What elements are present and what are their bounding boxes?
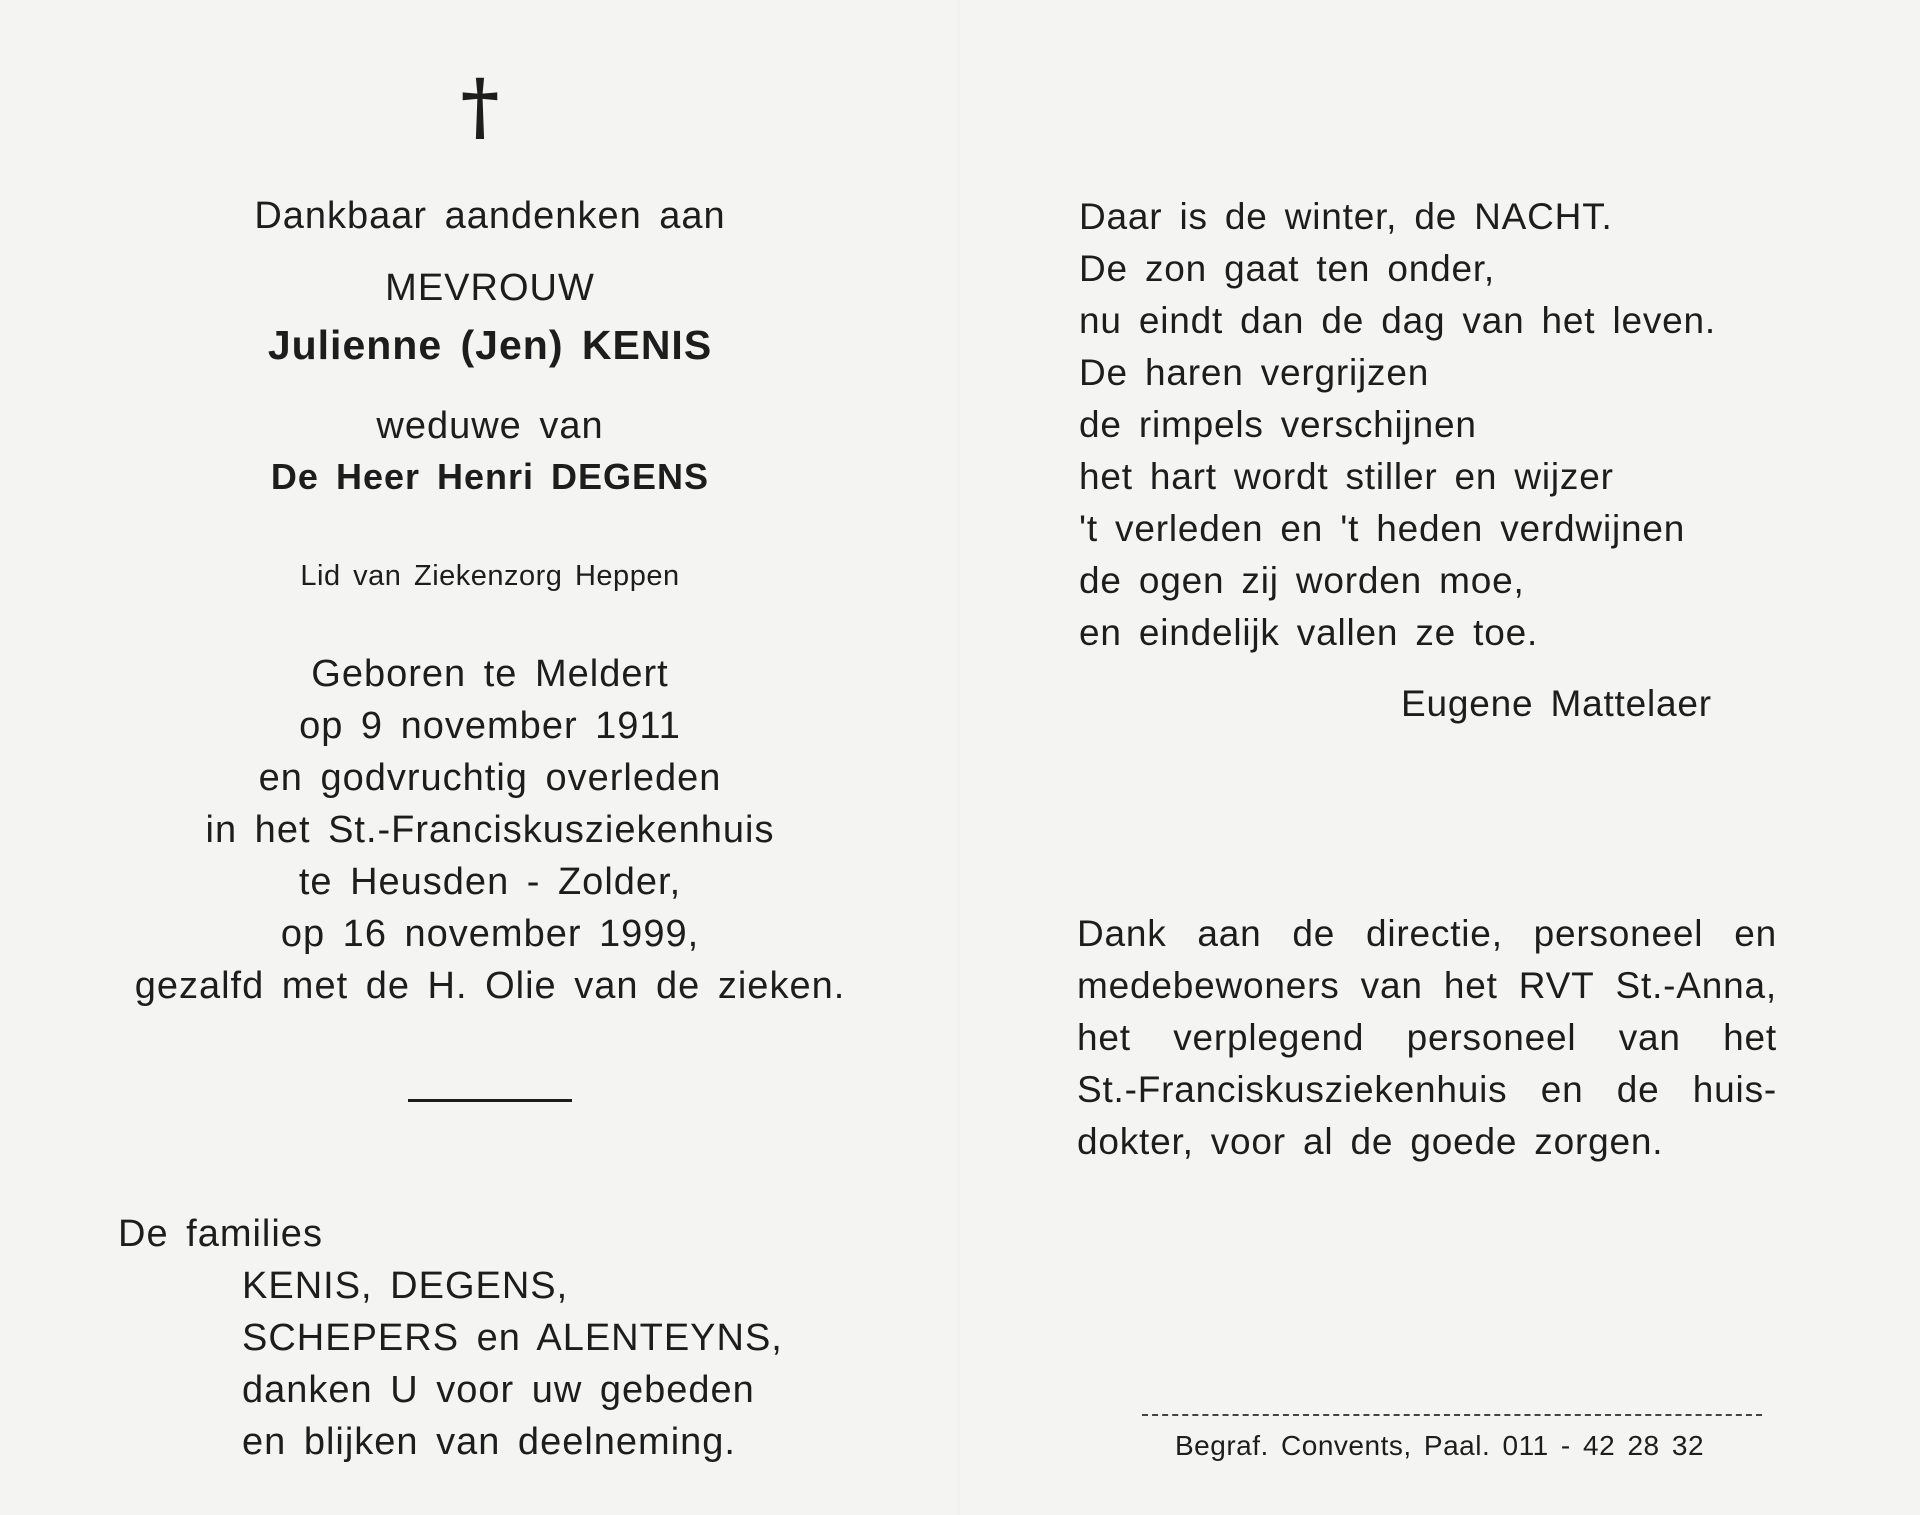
thanks-word: van	[1618, 1017, 1681, 1058]
bio-line: op 9 november 1911	[299, 705, 681, 747]
bio-line: Geboren te Meldert	[311, 653, 669, 695]
thanks-word: en	[1540, 1069, 1584, 1110]
poem-line: nu eindt dan de dag van het leven.	[1079, 300, 1716, 341]
thanks-word: van	[1360, 965, 1423, 1006]
bio-line: op 16 november 1999,	[280, 913, 700, 955]
bio-line: in het St.-Franciskusziekenhuis	[205, 809, 775, 851]
bio-line: gezalfd met de H. Olie van de zieken.	[134, 965, 846, 1007]
thanks-word: verplegend	[1173, 1017, 1365, 1058]
poem-line: Daar is de winter, de NACHT.	[1079, 196, 1613, 237]
thanks-line	[1077, 1069, 1777, 1111]
title-text: MEVROUW	[385, 267, 595, 309]
intro-text: Dankbaar aandenken aan	[254, 195, 726, 237]
widow-of-text: weduwe van	[376, 405, 604, 447]
families-intro: De families	[118, 1213, 323, 1255]
thanks-word: directie,	[1366, 913, 1503, 954]
divider	[408, 1099, 572, 1102]
cross-icon: †	[460, 64, 500, 150]
families-line: danken U voor uw gebeden	[242, 1369, 755, 1411]
thanks-word: RVT	[1518, 965, 1595, 1006]
thanks-word: het	[1077, 1017, 1131, 1058]
poem-line: de rimpels verschijnen	[1079, 404, 1477, 445]
poem-author: Eugene Mattelaer	[1401, 683, 1712, 724]
thanks-line	[1077, 913, 1777, 955]
thanks-word: huis-	[1692, 1069, 1777, 1110]
thanks-word: de	[1292, 913, 1336, 954]
bio-line: en godvruchtig overleden	[258, 757, 722, 799]
families-line: en blijken van deelneming.	[242, 1421, 736, 1463]
thanks-word: het	[1443, 965, 1498, 1006]
thanks-word: personeel	[1533, 913, 1704, 954]
thanks-word: medebewoners	[1077, 965, 1340, 1006]
thanks-word: de	[1616, 1069, 1660, 1110]
thanks-word: St.-Anna,	[1615, 965, 1777, 1006]
membership-text: Lid van Ziekenzorg Heppen	[300, 560, 680, 592]
poem-line: de ogen zij worden moe,	[1079, 560, 1525, 601]
deceased-name: Julienne (Jen) KENIS	[267, 322, 713, 368]
footer-rule	[1142, 1414, 1762, 1416]
husband-name: De Heer Henri DEGENS	[270, 456, 710, 497]
funeral-home-footer: Begraf. Convents, Paal. 011 - 42 28 32	[1175, 1430, 1705, 1461]
poem-line: De haren vergrijzen	[1079, 352, 1430, 393]
poem-line: De zon gaat ten onder,	[1079, 248, 1495, 289]
thanks-line	[1077, 1017, 1777, 1059]
poem-line: 't verleden en 't heden verdwijnen	[1079, 508, 1686, 549]
families-line: KENIS, DEGENS,	[242, 1265, 569, 1307]
thanks-last-line: dokter, voor al de goede zorgen.	[1077, 1121, 1664, 1162]
right-panel	[960, 0, 1920, 1515]
poem-line: het hart wordt stiller en wijzer	[1079, 456, 1614, 497]
thanks-word: en	[1734, 913, 1777, 954]
poem-line: en eindelijk vallen ze toe.	[1079, 612, 1539, 653]
bio-line: te Heusden - Zolder,	[298, 861, 682, 903]
thanks-word: personeel	[1406, 1017, 1577, 1058]
thanks-word: Dank	[1077, 913, 1167, 954]
thanks-word: aan	[1197, 913, 1262, 954]
thanks-word: St.-Franciskusziekenhuis	[1077, 1069, 1508, 1110]
thanks-word: het	[1723, 1017, 1777, 1058]
thanks-line	[1077, 965, 1777, 1007]
families-line: SCHEPERS en ALENTEYNS,	[242, 1317, 783, 1359]
